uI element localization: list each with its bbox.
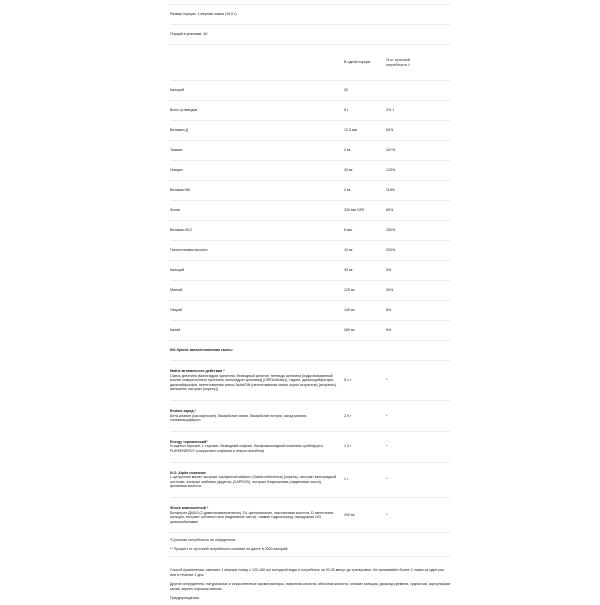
nutrient-daily-value: 250%	[386, 228, 396, 233]
blend-description: Смесь креатина (моногидрат креатина, безводный креатин, пептиды креатина [гидролизованный изолят сывороточного протеина, моногидрат креатина] (CRËActivate)), таурин, дикальцийфосфат, дикалийфосфат, патентованная смесь AstraGIN (патентованная смесь корня астрагала) [астрагал], женьшень экстракт [корень])	[170, 373, 337, 392]
blend-title: Energy термический*	[170, 439, 208, 444]
blend-title: N.O. Alpha сжигание	[170, 470, 206, 475]
footnotes	[170, 533, 450, 552]
nutrient-amount: 40 мг	[344, 268, 353, 273]
blend-daily-value: *	[386, 512, 388, 517]
nutrient-daily-value: 167%	[386, 148, 396, 153]
table-row	[170, 181, 450, 201]
blend-name	[170, 440, 344, 454]
table-row	[170, 141, 450, 161]
divider	[170, 556, 450, 557]
nutrient-amount: 20	[344, 88, 348, 93]
blend-row	[170, 361, 450, 401]
nutrient-amount: 6 мкг	[344, 228, 353, 233]
blend-amount: 1 г	[344, 477, 349, 482]
product-notes	[170, 563, 450, 601]
nutrient-daily-value: 118%	[386, 188, 395, 193]
nutrient-name: Пантотеновая кислота	[170, 248, 208, 253]
serving-size-text: Размер порции: 1 мерная ложка (16.5 г)	[170, 12, 237, 17]
nutrient-name: Витамин В12	[170, 228, 192, 233]
blend-name	[170, 409, 344, 423]
blend-amount: 1,3 г	[344, 444, 352, 449]
nutrient-rows	[170, 81, 450, 341]
nutrient-name: Витамин Д	[170, 128, 188, 133]
nutrient-name: Ниацин	[170, 168, 183, 173]
nutrient-name: Калий	[170, 328, 181, 333]
table-row	[170, 261, 450, 281]
blend-section-title	[170, 341, 450, 361]
blend-daily-value: *	[386, 378, 388, 383]
blend-amount: 2,9 г	[344, 413, 352, 418]
footnote: ** Процент от суточной потребности основан на диете в 2000 калорий.	[170, 547, 289, 552]
nutrient-name: Натрий	[170, 308, 183, 313]
table-row	[170, 121, 450, 141]
blend-name	[170, 369, 344, 392]
blend-amount: 5,1 г	[344, 378, 352, 383]
nutrient-amount: 5 г	[344, 108, 349, 113]
blend-section-title-text: NO-Xplode запатентованная смесь:	[170, 348, 233, 353]
header-daily-value: % от суточной потребности †	[386, 57, 410, 67]
nutrient-daily-value: 83%	[386, 208, 394, 213]
nutrient-daily-value: 6%	[386, 308, 392, 313]
blend-row	[170, 498, 450, 533]
blend-title: Endura заряд *	[170, 408, 197, 413]
nutrient-name: Калорий	[170, 88, 185, 93]
table-row	[170, 321, 450, 341]
warnings-text: Предупреждения.	[170, 596, 200, 601]
nutrient-amount: 140 мг	[344, 308, 355, 313]
blend-rows	[170, 361, 450, 533]
nutrient-daily-value: 125%	[386, 168, 396, 173]
nutrient-daily-value: 6%	[386, 328, 392, 333]
blend-row	[170, 463, 450, 498]
blend-row	[170, 401, 450, 432]
nutrient-daily-value: 2% †	[386, 108, 395, 113]
table-row	[170, 201, 450, 221]
nutrient-amount: 125 мг	[344, 288, 355, 293]
nutrient-daily-value: 200%	[386, 248, 396, 253]
nutrient-amount: 10 мг	[344, 248, 353, 253]
nutrient-name: Магний	[170, 288, 183, 293]
table-row	[170, 281, 450, 301]
nutrition-facts	[170, 0, 450, 605]
nutrient-name: Тиамин	[170, 148, 183, 153]
blend-name	[170, 506, 344, 524]
nutrient-amount: 330 мкг DFE	[344, 208, 365, 213]
nutrient-amount: 20 мг	[344, 168, 353, 173]
table-row	[170, 81, 450, 101]
blend-description: N-ацетил-тирозин, L-тирозин, безводный кофеин, биофлавоноидный комплекс грейпфрута, PUREENERGY (сокристалл кофеина и птеростильбена)	[170, 444, 324, 453]
table-row	[170, 161, 450, 181]
blend-row	[170, 432, 450, 463]
nutrient-daily-value: 63%	[386, 128, 394, 133]
blend-daily-value: *	[386, 477, 388, 482]
table-row	[170, 241, 450, 261]
blend-title: Shock композитный *	[170, 505, 209, 510]
nutrient-amount: 2 мг	[344, 188, 351, 193]
nutrient-name: Витамин В6	[170, 188, 190, 193]
table-row	[170, 301, 450, 321]
blend-name	[170, 471, 344, 489]
servings-per-container	[170, 25, 450, 45]
serving-size	[170, 5, 450, 25]
nutrient-daily-value: 30%	[386, 288, 394, 293]
blend-daily-value: *	[386, 444, 388, 449]
blend-description: Битартрат ДМАЭ (2-диметиламиноэтанол), DL-фенилаланин, никотиновая кислота, D-пантотенат кальция, экстракт губчатого мха (надземные части), тиамин гидрохлорид, пиридоксин HCl, цианокобаламин	[170, 510, 334, 524]
blend-description: Бета-аланин (как карнозин), бикарбонат калия, бикарбонат натрия, оксид магния, холекальциферол	[170, 413, 308, 423]
nutrient-amount: 12.5 мкг	[344, 128, 358, 133]
nutrient-name: Кальций	[170, 268, 185, 273]
usage-text: Способ применения: смешать 1 мерную ложку с 120-180 мл холодной воды и потреблять за 20-30 минут до тренировки. Не принимайте более 2 ложек за один раз или в течение 1 дня.	[170, 568, 444, 578]
nutrient-name: Всего углеводов	[170, 108, 198, 113]
blend-title: Matrix мгновенного действия *	[170, 369, 225, 373]
nutrient-amount: 2 мг	[344, 148, 351, 153]
table-header	[170, 45, 450, 81]
other-ingredients-text: Другие ингредиенты: натуральные и искусственные ароматизаторы, лимонная кислота, яблочная кислота, силикат кальция, диоксид кремния, сукралоза, ацесульфам калия, корень порошок свеклы.	[170, 582, 450, 592]
blend-daily-value: *	[386, 413, 388, 418]
nutrient-name: Фолат	[170, 208, 181, 213]
nutrient-amount: 280 мг	[344, 328, 355, 333]
header-amount: В одной порции	[344, 60, 371, 65]
table-row	[170, 101, 450, 121]
blend-amount: 290 мг	[344, 512, 355, 517]
nutrient-daily-value: 3%	[386, 268, 392, 273]
blend-description: L-цитруллин малат, экстракт шалфея китайского (Salvia miltiorrhiza) (корень), экстракт виноградной косточки, экстракт жабника (фрукты) (CAPROS), экстракт боярышника (надземные части), фолиевая кислота	[170, 475, 337, 489]
footnote: *Суточная потребность не определена.	[170, 538, 236, 543]
table-row	[170, 221, 450, 241]
servings-per-container-text: Порций в упаковке: 30	[170, 32, 208, 37]
